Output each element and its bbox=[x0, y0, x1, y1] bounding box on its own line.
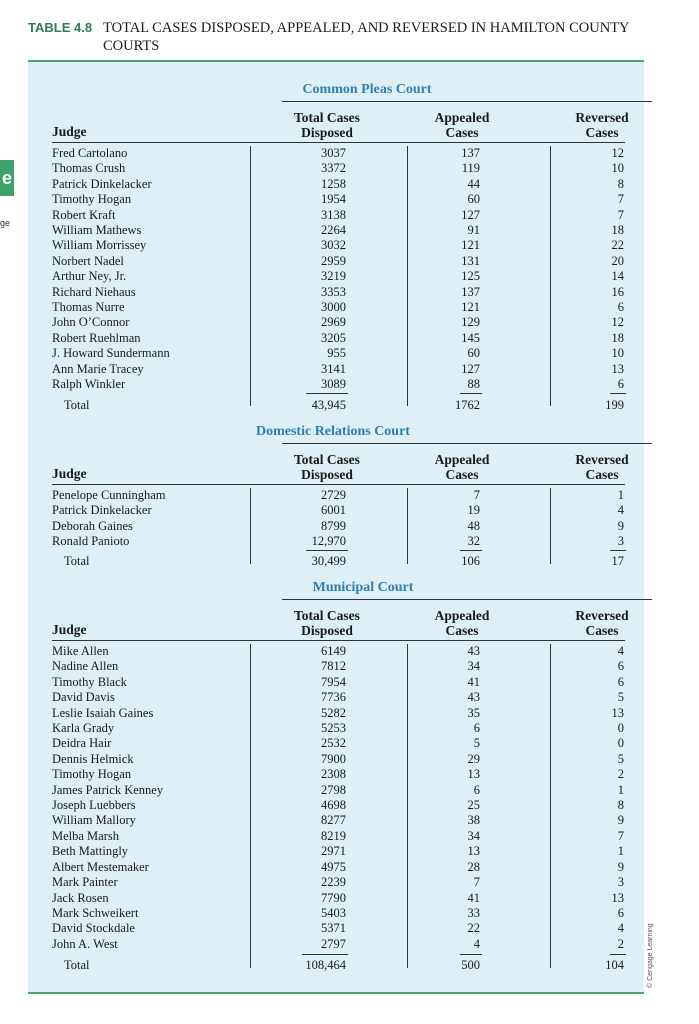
table-cell: 60 bbox=[467, 346, 480, 361]
table-cell: Leslie Isaiah Gaines bbox=[52, 705, 154, 720]
table-cell: 8799 bbox=[321, 518, 346, 533]
sum-rule bbox=[460, 393, 482, 394]
table-cell: 28 bbox=[467, 859, 480, 874]
header-total-cases: Total Cases Disposed bbox=[294, 110, 360, 140]
total-reversed: 199 bbox=[605, 398, 624, 412]
reversed-values bbox=[586, 146, 624, 393]
reversed-values bbox=[586, 644, 624, 952]
table-cell: Patrick Dinkelacker bbox=[52, 176, 152, 191]
header-appealed: Appealed Cases bbox=[434, 452, 490, 482]
table-cell: 2798 bbox=[321, 782, 346, 797]
table-cell: 6 bbox=[617, 905, 624, 920]
table-cell: 18 bbox=[611, 330, 624, 345]
table-cell: Arthur Ney, Jr. bbox=[52, 269, 127, 284]
table-cell: 0 bbox=[617, 736, 624, 751]
header-appealed: Appealed Cases bbox=[434, 608, 490, 638]
table-cell: 32 bbox=[467, 534, 480, 549]
table-cell: 43 bbox=[467, 644, 480, 658]
sum-rule bbox=[610, 393, 626, 394]
section-municipal bbox=[52, 580, 632, 985]
header-judge: Judge bbox=[52, 124, 87, 139]
table-cell: 131 bbox=[461, 253, 480, 268]
judge-names bbox=[52, 488, 232, 550]
credit-line: © Cengage Learning bbox=[647, 923, 654, 988]
header-rule bbox=[52, 640, 625, 641]
table-cell: 19 bbox=[467, 503, 480, 518]
table-cell: 88 bbox=[467, 377, 480, 392]
table-cell: 1 bbox=[617, 782, 624, 797]
section-common-pleas bbox=[52, 82, 632, 422]
table-cell: 10 bbox=[611, 161, 624, 176]
table-cell: 4 bbox=[473, 936, 480, 951]
table-cell: 3 bbox=[617, 875, 624, 890]
table-cell: 7 bbox=[617, 192, 624, 207]
header-judge: Judge bbox=[52, 466, 87, 481]
table-cell: 121 bbox=[461, 300, 480, 315]
court-title: Domestic Relations Court bbox=[256, 424, 410, 439]
table-cell: 7736 bbox=[321, 690, 346, 705]
table-cell: 29 bbox=[467, 751, 480, 766]
table-cell: 3372 bbox=[321, 161, 346, 176]
header-rule bbox=[52, 142, 625, 143]
table-cell: 6 bbox=[617, 674, 624, 689]
table-cell: 1954 bbox=[321, 192, 346, 207]
table-cell: 6 bbox=[473, 721, 480, 736]
column-divider bbox=[550, 644, 551, 968]
table-cell: 129 bbox=[461, 315, 480, 330]
table-cell: 6 bbox=[617, 300, 624, 315]
table-cell: 2959 bbox=[321, 253, 346, 268]
column-divider bbox=[407, 488, 408, 564]
table-cell: 5253 bbox=[321, 721, 346, 736]
judge-names bbox=[52, 644, 232, 952]
header-total-cases: Total Cases Disposed bbox=[294, 608, 360, 638]
table-cell: Mike Allen bbox=[52, 644, 109, 658]
table-cell: 7 bbox=[473, 488, 480, 502]
header-reversed: Reversed Cases bbox=[575, 452, 629, 482]
table-cell: 127 bbox=[461, 361, 480, 376]
sum-rule bbox=[306, 393, 348, 394]
table-cell: 4 bbox=[617, 921, 624, 936]
table-cell: 13 bbox=[467, 767, 480, 782]
table-cell: William Morrissey bbox=[52, 238, 147, 253]
margin-tab: e bbox=[0, 160, 14, 196]
section-domestic-relations bbox=[52, 424, 632, 574]
table-cell: 3141 bbox=[321, 361, 346, 376]
column-divider bbox=[550, 146, 551, 406]
table-cell: 145 bbox=[461, 330, 480, 345]
table-cell: 12 bbox=[611, 146, 624, 160]
judge-names bbox=[52, 146, 232, 393]
table-cell: J. Howard Sundermann bbox=[52, 346, 170, 361]
table-cell: 9 bbox=[617, 518, 624, 533]
sum-rule bbox=[460, 954, 482, 955]
table-cell: Ronald Panioto bbox=[52, 534, 130, 549]
header-reversed: Reversed Cases bbox=[575, 110, 629, 140]
table-cell: 13 bbox=[611, 361, 624, 376]
table-cell: 137 bbox=[461, 284, 480, 299]
table-cell: 6 bbox=[617, 659, 624, 674]
table-number: TABLE 4.8 bbox=[28, 20, 93, 35]
table-title: TOTAL CASES DISPOSED, APPEALED, AND REVERSED IN HAMILTON COUNTY COURTS bbox=[103, 20, 629, 54]
column-divider bbox=[407, 146, 408, 406]
table-cell: Ralph Winkler bbox=[52, 377, 126, 392]
table-cell: 20 bbox=[611, 253, 624, 268]
table-cell: Fred Cartolano bbox=[52, 146, 128, 160]
table-cell: 8 bbox=[617, 176, 624, 191]
table-cell: 5371 bbox=[321, 921, 346, 936]
table-cell: 3089 bbox=[321, 377, 346, 392]
table-cell: 22 bbox=[467, 921, 480, 936]
table-cell: 6 bbox=[473, 782, 480, 797]
table-cell: 2 bbox=[617, 936, 624, 951]
table-cell: 9 bbox=[617, 859, 624, 874]
table-cell: 35 bbox=[467, 705, 480, 720]
table-cell: 3353 bbox=[321, 284, 346, 299]
table-panel bbox=[28, 60, 644, 994]
column-divider bbox=[550, 488, 551, 564]
table-cell: John O’Connor bbox=[52, 315, 130, 330]
sum-rule bbox=[306, 550, 348, 551]
table-cell: 2 bbox=[617, 767, 624, 782]
table-cell: 6001 bbox=[321, 503, 346, 518]
table-cell: 7954 bbox=[321, 674, 346, 689]
table-cell: 121 bbox=[461, 238, 480, 253]
table-cell: 13 bbox=[467, 844, 480, 859]
table-cell: 2969 bbox=[321, 315, 346, 330]
table-cell: 4698 bbox=[321, 798, 346, 813]
table-cell: Jack Rosen bbox=[52, 890, 109, 905]
table-cell: Robert Ruehlman bbox=[52, 330, 141, 345]
table-cell: 13 bbox=[611, 705, 624, 720]
table-cell: 1 bbox=[617, 488, 624, 502]
table-cell: 5282 bbox=[321, 705, 346, 720]
table-cell: 1258 bbox=[321, 176, 346, 191]
table-cell: 44 bbox=[467, 176, 480, 191]
column-divider bbox=[407, 644, 408, 968]
table-cell: 18 bbox=[611, 223, 624, 238]
disposed-values bbox=[296, 488, 346, 550]
table-cell: 41 bbox=[467, 890, 480, 905]
table-cell: Albert Mestemaker bbox=[52, 859, 149, 874]
table-cell: Thomas Nurre bbox=[52, 300, 125, 315]
table-cell: 3205 bbox=[321, 330, 346, 345]
court-title: Municipal Court bbox=[312, 580, 414, 595]
table-cell: Patrick Dinkelacker bbox=[52, 503, 152, 518]
table-cell: 16 bbox=[611, 284, 624, 299]
table-cell: 3219 bbox=[321, 269, 346, 284]
table-cell: Joseph Luebbers bbox=[52, 798, 136, 813]
column-divider bbox=[250, 146, 251, 406]
disposed-values bbox=[296, 644, 346, 952]
table-cell: William Mathews bbox=[52, 223, 142, 238]
table-cell: 3 bbox=[617, 534, 624, 549]
table-cell: Penelope Cunningham bbox=[52, 488, 166, 502]
table-cell: 12 bbox=[611, 315, 624, 330]
table-cell: Ann Marie Tracey bbox=[52, 361, 144, 376]
table-cell: Nadine Allen bbox=[52, 659, 119, 674]
table-cell: Karla Grady bbox=[52, 721, 115, 736]
table-cell: 34 bbox=[467, 828, 480, 843]
table-cell: Timothy Black bbox=[52, 674, 127, 689]
table-cell: 3032 bbox=[321, 238, 346, 253]
table-cell: James Patrick Kenney bbox=[52, 782, 164, 797]
table-cell: 955 bbox=[327, 346, 346, 361]
table-cell: 2797 bbox=[321, 936, 346, 951]
table-cell: Deborah Gaines bbox=[52, 518, 133, 533]
total-label: Total bbox=[64, 398, 90, 412]
header-judge: Judge bbox=[52, 622, 87, 637]
total-appealed: 500 bbox=[461, 958, 480, 972]
table-cell: Norbert Nadel bbox=[52, 253, 124, 268]
table-cell: 48 bbox=[467, 518, 480, 533]
table-cell: 4 bbox=[617, 503, 624, 518]
table-cell: 7 bbox=[473, 875, 480, 890]
table-cell: 125 bbox=[461, 269, 480, 284]
appealed-values bbox=[442, 488, 480, 550]
margin-text: ge bbox=[0, 218, 11, 228]
table-cell: John A. West bbox=[52, 936, 118, 951]
table-cell: Melba Marsh bbox=[52, 828, 119, 843]
table-cell: 0 bbox=[617, 721, 624, 736]
table-cell: 4 bbox=[617, 644, 624, 658]
total-appealed: 1762 bbox=[455, 398, 480, 412]
table-cell: 7812 bbox=[321, 659, 346, 674]
table-cell: David Davis bbox=[52, 690, 115, 705]
table-cell: 5 bbox=[617, 690, 624, 705]
appealed-values bbox=[442, 146, 480, 393]
table-cell: 3138 bbox=[321, 207, 346, 222]
table-cell: 3037 bbox=[321, 146, 346, 160]
disposed-values bbox=[296, 146, 346, 393]
table-cell: 7900 bbox=[321, 751, 346, 766]
table-cell: 137 bbox=[461, 146, 480, 160]
table-cell: Dennis Helmick bbox=[52, 751, 134, 766]
table-cell: 3000 bbox=[321, 300, 346, 315]
table-cell: 91 bbox=[467, 223, 480, 238]
table-cell: Thomas Crush bbox=[52, 161, 126, 176]
total-disposed: 30,499 bbox=[311, 554, 346, 568]
total-reversed: 104 bbox=[605, 958, 624, 972]
table-cell: Robert Kraft bbox=[52, 207, 116, 222]
appealed-values bbox=[442, 644, 480, 952]
court-title-rule bbox=[282, 101, 652, 102]
table-cell: 2308 bbox=[321, 767, 346, 782]
header-total-cases: Total Cases Disposed bbox=[294, 452, 360, 482]
table-cell: 25 bbox=[467, 798, 480, 813]
table-cell: 43 bbox=[467, 690, 480, 705]
table-cell: 7 bbox=[617, 207, 624, 222]
court-title-rule bbox=[282, 599, 652, 600]
table-cell: 8219 bbox=[321, 828, 346, 843]
table-cell: 4975 bbox=[321, 859, 346, 874]
table-cell: 14 bbox=[611, 269, 624, 284]
table-cell: 2971 bbox=[321, 844, 346, 859]
total-label: Total bbox=[64, 958, 90, 972]
table-cell: 12,970 bbox=[311, 534, 346, 549]
table-cell: 127 bbox=[461, 207, 480, 222]
sum-rule bbox=[610, 550, 626, 551]
header-reversed: Reversed Cases bbox=[575, 608, 629, 638]
sum-rule bbox=[302, 954, 348, 955]
table-cell: 8 bbox=[617, 798, 624, 813]
table-cell: Richard Niehaus bbox=[52, 284, 136, 299]
table-cell: Beth Mattingly bbox=[52, 844, 129, 859]
total-label: Total bbox=[64, 554, 90, 568]
table-cell: 9 bbox=[617, 813, 624, 828]
table-cell: Deidra Hair bbox=[52, 736, 112, 751]
header-appealed: Appealed Cases bbox=[434, 110, 490, 140]
court-title: Common Pleas Court bbox=[302, 82, 432, 97]
table-cell: 5 bbox=[617, 751, 624, 766]
table-cell: 34 bbox=[467, 659, 480, 674]
total-appealed: 106 bbox=[461, 554, 480, 568]
table-cell: Timothy Hogan bbox=[52, 767, 132, 782]
table-cell: 2239 bbox=[321, 875, 346, 890]
table-cell: 6 bbox=[617, 377, 624, 392]
table-cell: 7790 bbox=[321, 890, 346, 905]
table-cell: Mark Painter bbox=[52, 875, 118, 890]
sum-rule bbox=[460, 550, 482, 551]
reversed-values bbox=[586, 488, 624, 550]
table-cell: 33 bbox=[467, 905, 480, 920]
table-cell: 13 bbox=[611, 890, 624, 905]
table-cell: 1 bbox=[617, 844, 624, 859]
column-divider bbox=[250, 488, 251, 564]
court-title-rule bbox=[282, 443, 652, 444]
sum-rule bbox=[610, 954, 626, 955]
table-cell: 5403 bbox=[321, 905, 346, 920]
total-disposed: 43,945 bbox=[311, 398, 346, 412]
table-cell: 7 bbox=[617, 828, 624, 843]
table-cell: 5 bbox=[473, 736, 480, 751]
table-cell: 60 bbox=[467, 192, 480, 207]
table-cell: 2264 bbox=[321, 223, 346, 238]
header-rule bbox=[52, 484, 625, 485]
total-disposed: 108,464 bbox=[305, 958, 346, 972]
total-reversed: 17 bbox=[611, 554, 624, 568]
table-cell: 38 bbox=[467, 813, 480, 828]
column-divider bbox=[250, 644, 251, 968]
table-cell: 119 bbox=[461, 161, 480, 176]
table-cell: 2532 bbox=[321, 736, 346, 751]
table-cell: 6149 bbox=[321, 644, 346, 658]
table-cell: William Mallory bbox=[52, 813, 136, 828]
table-cell: 2729 bbox=[321, 488, 346, 502]
table-cell: David Stockdale bbox=[52, 921, 135, 936]
table-cell: 8277 bbox=[321, 813, 346, 828]
table-cell: 10 bbox=[611, 346, 624, 361]
table-cell: Mark Schweikert bbox=[52, 905, 139, 920]
table-cell: Timothy Hogan bbox=[52, 192, 132, 207]
table-cell: 41 bbox=[467, 674, 480, 689]
table-cell: 22 bbox=[611, 238, 624, 253]
